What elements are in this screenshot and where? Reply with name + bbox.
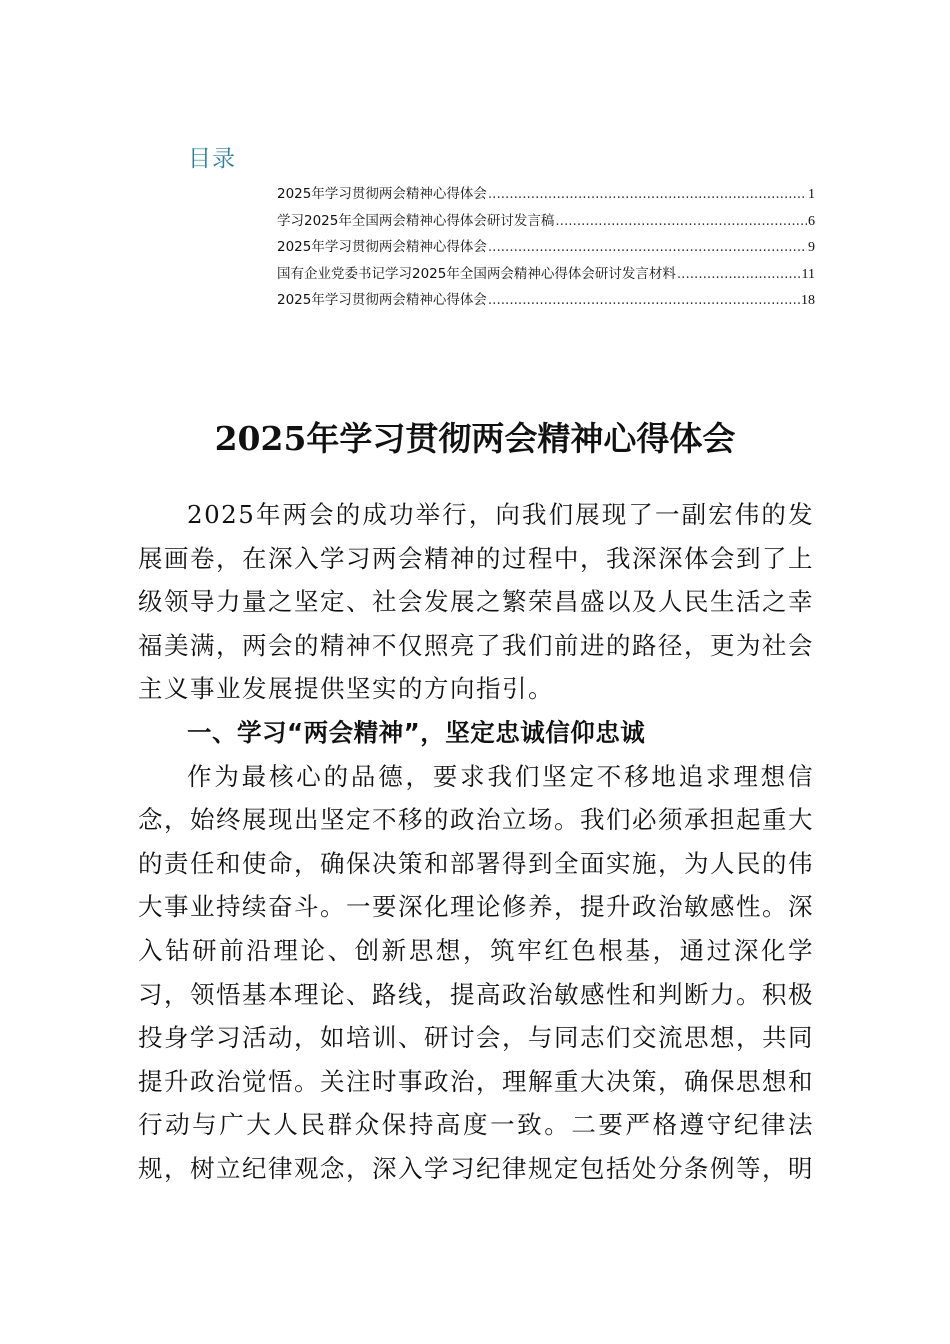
section-heading: 一、学习“两会精神”，坚定忠诚信仰忠诚	[187, 717, 646, 747]
toc-heading: 目录	[188, 146, 236, 172]
toc-entry-title: 学习2025年全国两会精神心得体会研讨发言稿	[277, 212, 555, 229]
toc-entry-page: 11	[801, 266, 815, 282]
toc-leader-dots	[488, 287, 800, 314]
toc-leader-dots	[488, 234, 807, 261]
toc-entry-title: 2025年学习贯彻两会精神心得体会	[277, 239, 487, 255]
toc-entry-page: 18	[801, 293, 815, 308]
toc-entry[interactable]	[277, 261, 815, 288]
toc-entry-page: 6	[808, 213, 815, 229]
toc-entry-page: 1	[808, 187, 815, 202]
toc-entry-title: 2025年学习贯彻两会精神心得体会	[277, 186, 487, 202]
toc-entry-title: 国有企业党委书记学习2025年全国两会精神心得体会研讨发言材料	[277, 265, 676, 282]
toc-entry[interactable]	[277, 181, 815, 208]
toc-entry[interactable]	[277, 208, 815, 235]
toc-entry-title: 2025年学习贯彻两会精神心得体会	[277, 292, 487, 308]
toc-leader-dots	[677, 261, 801, 288]
document-body	[138, 493, 814, 1191]
toc-entry-page: 9	[808, 240, 815, 255]
toc-leader-dots	[555, 208, 807, 235]
toc-entry[interactable]	[277, 234, 815, 261]
intro-paragraph: 2025年两会的成功举行，向我们展现了一副宏伟的发展画卷，在深入学习两会精神的过程中，我深深体会到了上级领导力量之坚定、社会发展之繁荣昌盛以及人民生活之幸福美满，两会的精神不仅照亮了我们前进的路径，更为社会主义事业发展提供坚实的方向指引。	[138, 500, 814, 704]
document-title: 2025年学习贯彻两会精神心得体会	[214, 419, 736, 459]
section-paragraph: 作为最核心的品德，要求我们坚定不移地追求理想信念，始终展现出坚定不移的政治立场。我们必须承担起重大的责任和使命，确保决策和部署得到全面实施，为人民的伟大事业持续奋斗。一要深化理论修养，提升政治敏感性。深入钻研前沿理论、创新思想，筑牢红色根基，通过深化学习，领悟基本理论、路线，提高政治敏感性和判断力。积极投身学习活动，如培训、研讨会，与同志们交流思想，共同提升政治觉悟。关注时事政治，理解重大决策，确保思想和行动与广大人民群众保持高度一致。二要严格遵守纪律法规，树立纪律观念，深入学习纪律规定包括处分条例等，明	[138, 761, 814, 1183]
table-of-contents	[277, 181, 815, 314]
toc-leader-dots	[488, 181, 807, 208]
toc-entry[interactable]	[277, 287, 815, 314]
